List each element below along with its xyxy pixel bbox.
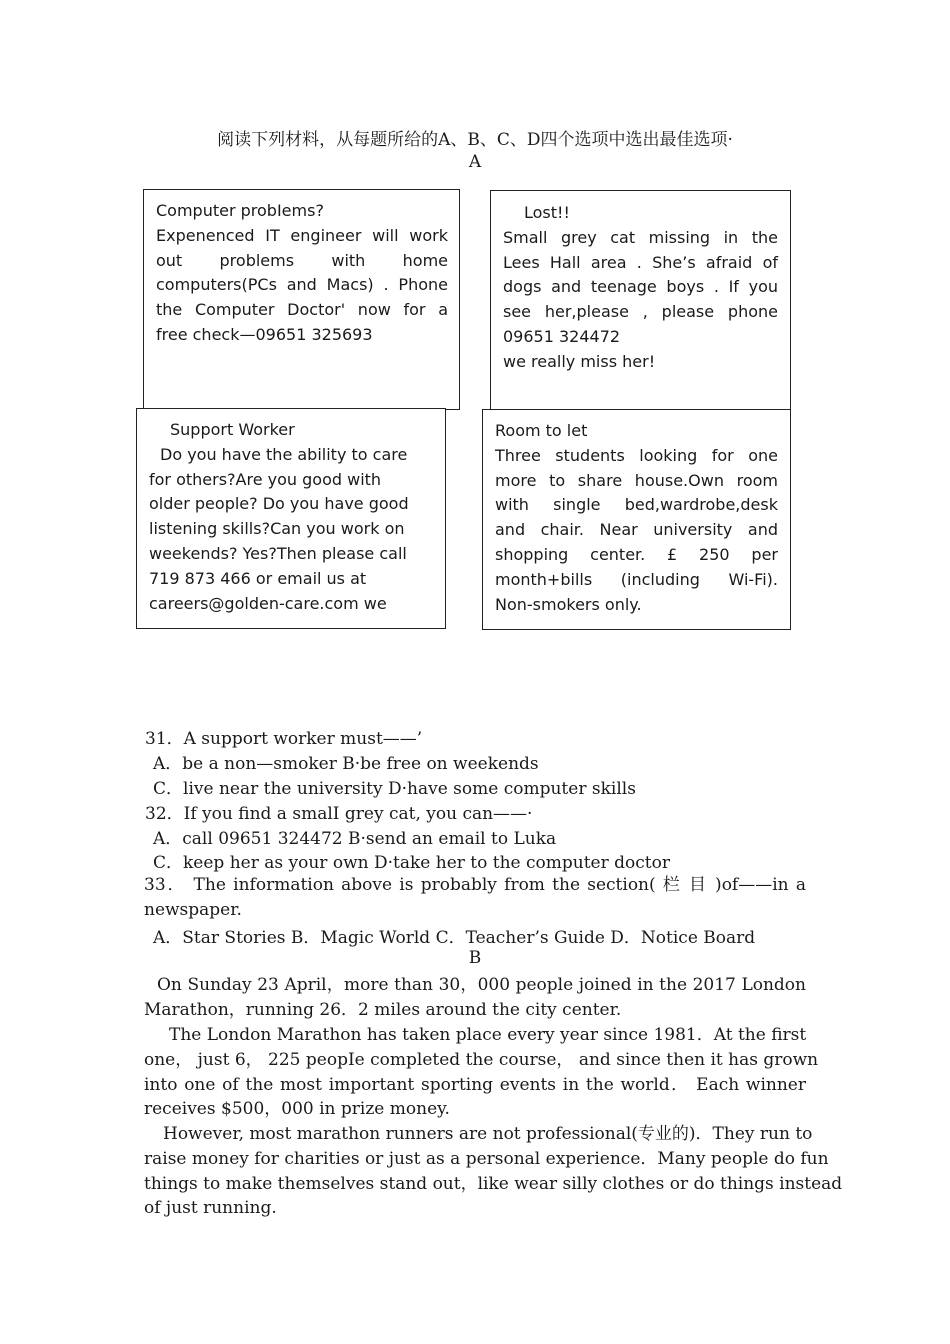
- ad-support-worker: [136, 408, 446, 629]
- ad-room-line: more to share house.Own room: [495, 470, 778, 490]
- ad-room-line: Three students looking for one: [495, 445, 778, 465]
- ad-lost-line: see her,please , please phone: [503, 302, 778, 322]
- passage-line: receives $500，000 in prize money.: [144, 1099, 450, 1120]
- ad-computer-problems: [143, 189, 460, 410]
- ad-support-line: older people? Do you have good: [149, 494, 409, 514]
- question-31-options-ab: A．be a non—smoker B·be free on weekends: [153, 754, 539, 774]
- ad-lost-line: 09651 324472: [503, 326, 621, 346]
- ad-computer-line: Expenenced IT engineer will work: [156, 225, 448, 245]
- ad-lost-cat: [490, 190, 791, 412]
- ad-support-title: Support Worker: [170, 420, 295, 439]
- passage-line: things to make themselves stand out，like wear silly clothes or do things instead: [144, 1173, 843, 1194]
- ad-computer-line: out problems with home: [156, 250, 448, 270]
- ad-computer-line: free check—09651 325693: [156, 324, 373, 344]
- passage-line: Marathon，running 26．2 miles around the city center.: [144, 999, 622, 1020]
- ad-support-line: weekends? Yes?Then please call: [149, 543, 407, 563]
- ad-room-line: month+bills (including Wi-Fi).: [495, 569, 778, 589]
- ad-room-title: Room to let: [495, 421, 588, 440]
- ad-lost-title: Lost!!: [524, 203, 570, 222]
- question-32-options-ab: A．call 09651 324472 B·send an email to Luka: [153, 829, 557, 849]
- passage-line: of just running.: [144, 1198, 277, 1219]
- ad-room-line: with single bed,wardrobe,desk: [495, 495, 778, 515]
- ad-lost-line: Lees Hall area . She’s afraid of: [503, 252, 778, 272]
- question-32-stem: 32．If you find a smalI grey cat, you can——·: [145, 804, 533, 824]
- passage-line: The London Marathon has taken place every year since 1981．At the first: [169, 1025, 807, 1045]
- ad-computer-line: computers(PCs and Macs) . Phone: [156, 275, 448, 295]
- question-32-options-cd: C．keep her as your own D·take her to the computer doctor: [153, 853, 670, 873]
- passage-line: raise money for charities or just as a personal experience．Many people do fun: [144, 1148, 829, 1169]
- passage-line: into one of the most important sporting events in the world． Each winner: [144, 1074, 806, 1095]
- ad-support-line: 719 873 466 or email us at: [149, 568, 367, 588]
- passage-b-paragraph-3: [144, 1122, 843, 1221]
- section-b-label: B: [468, 948, 482, 968]
- question-33-stem-line: 33． The information above is probably from the section( 栏 目 )of——in a: [144, 875, 806, 895]
- ad-lost-line: Small grey cat missing in the: [503, 227, 778, 247]
- passage-line: However, most marathon runners are not professional(专业的)．They run to: [163, 1124, 813, 1144]
- instructions: 阅读下列材料，从每题所给的A、B、C、D四个选项中选出最佳选项·: [217, 130, 733, 150]
- ad-support-line: Do you have the ability to care: [160, 444, 408, 464]
- passage-line: On Sunday 23 April，more than 30，000 people joined in the 2017 London: [157, 975, 806, 995]
- ad-room-line: and chair. Near university and: [495, 520, 778, 540]
- passage-b-paragraph-1: [144, 973, 806, 1023]
- question-33-options: A．Star Stories B．Magic World C．Teacher’s Guide D．Notice Board: [153, 928, 756, 948]
- question-31-options-cd: C．live near the university D·have some computer skills: [153, 779, 636, 799]
- ad-support-line: careers@golden-care.com we: [149, 593, 387, 613]
- question-31-stem: 31．A support worker must——’: [145, 729, 423, 749]
- passage-line: one， just 6， 225 peopIe completed the course， and since then it has grown: [144, 1049, 819, 1070]
- ad-lost-line: we really miss her!: [503, 351, 656, 371]
- question-33-stem: [144, 873, 806, 923]
- ad-room-line: shopping center. £ 250 per: [495, 544, 778, 564]
- section-a-label: A: [468, 152, 482, 172]
- question-33-stem-line: newspaper.: [144, 899, 242, 920]
- ad-computer-title: Computer probIems?: [156, 201, 324, 220]
- ad-support-line: listening skills?Can you work on: [149, 519, 405, 539]
- ad-room-to-let: [482, 409, 791, 630]
- ad-room-line: Non-smokers only.: [495, 594, 642, 614]
- passage-b-paragraph-2: [144, 1023, 819, 1122]
- ad-lost-line: dogs and teenage boys . If you: [503, 277, 778, 297]
- ad-support-line: for others?Are you good with: [149, 469, 382, 489]
- ad-computer-line: the Computer Doctor' now for a: [156, 300, 448, 320]
